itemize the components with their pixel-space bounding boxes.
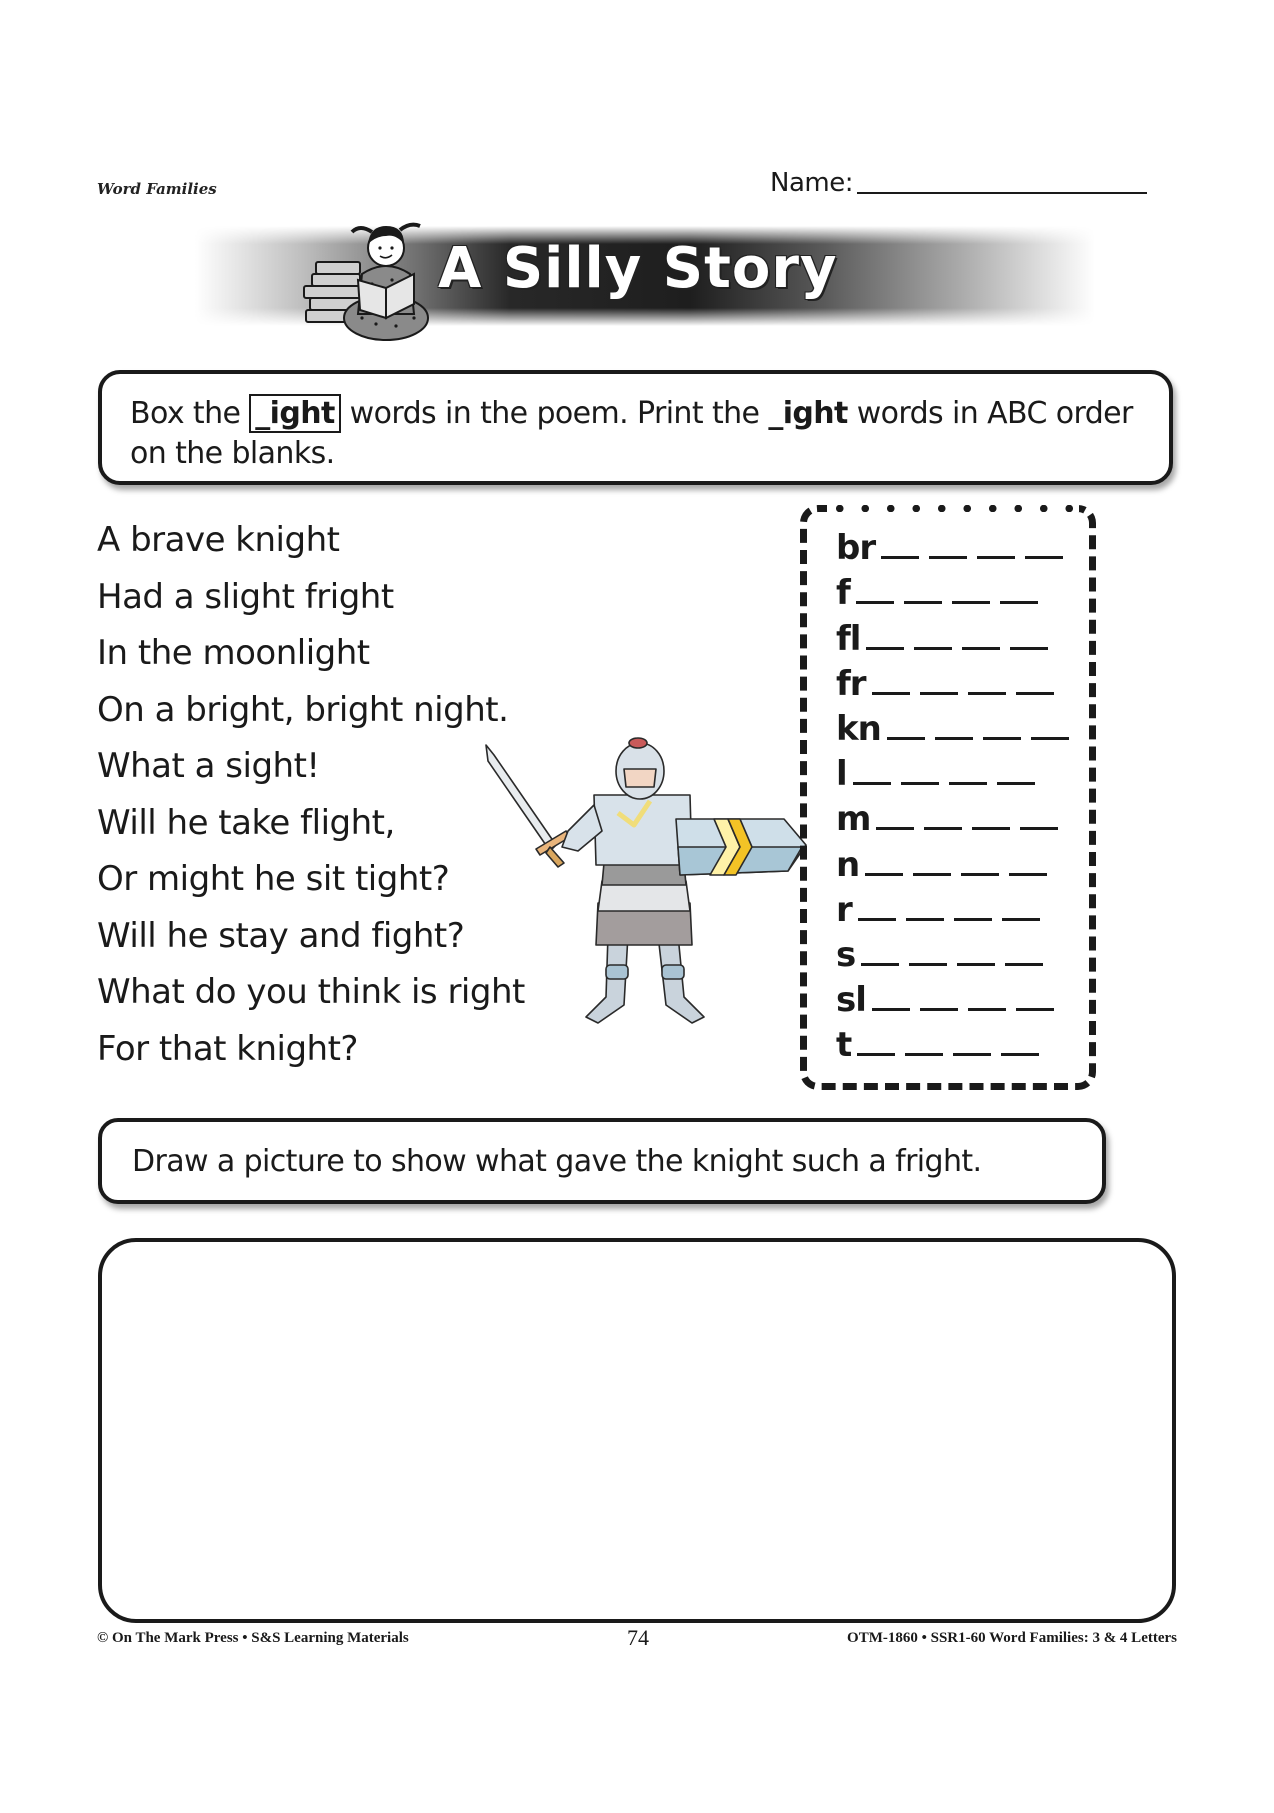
letter-blank[interactable] xyxy=(968,692,1006,695)
letter-blank[interactable] xyxy=(1020,827,1058,830)
draw-instructions-box xyxy=(98,1118,1106,1204)
answer-row[interactable] xyxy=(836,656,1079,704)
letter-blank[interactable] xyxy=(1009,873,1047,876)
letter-blank[interactable] xyxy=(1016,692,1054,695)
letter-blank[interactable] xyxy=(983,737,1021,740)
letter-blank[interactable] xyxy=(1031,737,1069,740)
letter-blank[interactable] xyxy=(866,647,904,650)
instructions-text-3: words in ABC order on the blanks. xyxy=(130,396,1133,471)
letter-blank[interactable] xyxy=(876,827,914,830)
letter-blank[interactable] xyxy=(1010,647,1048,650)
letter-blank[interactable] xyxy=(872,692,910,695)
poem-line: Will he take flight, xyxy=(97,802,395,843)
letter-blank[interactable] xyxy=(872,1008,910,1011)
letter-blank[interactable] xyxy=(1016,1008,1054,1011)
letter-blank[interactable] xyxy=(968,1008,1006,1011)
page-title: A Silly Story xyxy=(438,236,838,301)
word-prefix: n xyxy=(836,844,860,885)
letter-blank[interactable] xyxy=(961,873,999,876)
poem-line: What a sight! xyxy=(97,746,320,786)
letter-blank[interactable] xyxy=(1025,556,1063,559)
letter-blank[interactable] xyxy=(954,918,992,921)
letter-blank[interactable] xyxy=(909,963,947,966)
dotted-border xyxy=(827,505,1079,512)
letter-blank[interactable] xyxy=(1001,1053,1039,1056)
answer-word-list xyxy=(836,520,1079,1066)
poem xyxy=(97,512,525,1077)
page-footer xyxy=(97,1627,1177,1651)
word-prefix: s xyxy=(836,934,856,975)
series-label: Word Families xyxy=(97,180,217,198)
letter-blank[interactable] xyxy=(906,918,944,921)
name-blank-line[interactable] xyxy=(857,192,1147,194)
word-prefix: br xyxy=(836,528,876,569)
letter-blank[interactable] xyxy=(929,556,967,559)
answer-row[interactable] xyxy=(836,1017,1079,1066)
letter-blank[interactable] xyxy=(920,1008,958,1011)
word-prefix: fl xyxy=(836,618,861,659)
word-prefix: m xyxy=(836,799,871,840)
letter-blank[interactable] xyxy=(914,647,952,650)
knight-icon xyxy=(478,735,808,1035)
answer-row[interactable] xyxy=(836,791,1079,840)
letter-blank[interactable] xyxy=(901,782,939,785)
instructions-text-1: Box the xyxy=(130,396,241,431)
letter-blank[interactable] xyxy=(952,601,990,604)
girl-reading-icon xyxy=(296,214,444,344)
letter-blank[interactable] xyxy=(1005,963,1043,966)
letter-blank[interactable] xyxy=(857,1053,895,1056)
answer-row[interactable] xyxy=(836,610,1079,659)
letter-blank[interactable] xyxy=(972,827,1010,830)
answer-row[interactable] xyxy=(836,836,1079,885)
letter-blank[interactable] xyxy=(905,1053,943,1056)
name-field[interactable] xyxy=(770,168,1147,198)
letter-blank[interactable] xyxy=(858,918,896,921)
instructions-text-2: words in the poem. Print the xyxy=(340,396,769,431)
letter-blank[interactable] xyxy=(1000,601,1038,604)
answer-row[interactable] xyxy=(836,972,1079,1021)
letter-blank[interactable] xyxy=(904,601,942,604)
word-prefix: l xyxy=(836,754,847,795)
letter-blank[interactable] xyxy=(881,556,919,559)
name-label: Name: xyxy=(770,168,853,198)
letter-blank[interactable] xyxy=(997,782,1035,785)
boxed-word-ight: _ight xyxy=(249,394,340,433)
word-prefix: r xyxy=(836,889,852,930)
letter-blank[interactable] xyxy=(853,782,891,785)
letter-blank[interactable] xyxy=(957,963,995,966)
letter-blank[interactable] xyxy=(856,601,894,604)
letter-blank[interactable] xyxy=(1002,918,1040,921)
answer-row[interactable] xyxy=(836,701,1079,749)
letter-blank[interactable] xyxy=(861,963,899,966)
poem-line: What do you think is right xyxy=(97,972,525,1012)
letter-blank[interactable] xyxy=(949,782,987,785)
word-prefix: t xyxy=(836,1025,852,1066)
footer-book-title: OTM-1860 • SSR1-60 Word Families: 3 & 4 Letters xyxy=(847,1630,1177,1646)
poem-line: Had a slight fright xyxy=(97,576,394,617)
poem-line: For that knight? xyxy=(97,1028,358,1069)
draw-instructions-text: Draw a picture to show what gave the knight such a fright. xyxy=(132,1144,982,1179)
poem-line: Or might he sit tight? xyxy=(97,859,450,899)
answer-row[interactable] xyxy=(836,927,1079,975)
poem-line: On a bright, bright night. xyxy=(97,689,509,730)
letter-blank[interactable] xyxy=(953,1053,991,1056)
answer-row[interactable] xyxy=(836,520,1079,569)
letter-blank[interactable] xyxy=(962,647,1000,650)
letter-blank[interactable] xyxy=(887,737,925,740)
poem-line: A brave knight xyxy=(97,520,340,560)
drawing-area[interactable] xyxy=(98,1238,1176,1623)
letter-blank[interactable] xyxy=(920,692,958,695)
letter-blank[interactable] xyxy=(924,827,962,830)
letter-blank[interactable] xyxy=(935,737,973,740)
letter-blank[interactable] xyxy=(913,873,951,876)
word-prefix: sl xyxy=(836,980,866,1021)
word-prefix: kn xyxy=(836,708,881,749)
bold-word-ight: _ight xyxy=(768,396,848,431)
answer-row[interactable] xyxy=(836,882,1079,930)
letter-blank[interactable] xyxy=(977,556,1015,559)
poem-line: Will he stay and fight? xyxy=(97,915,465,956)
page-number: 74 xyxy=(627,1625,649,1650)
instructions-box xyxy=(98,370,1173,485)
answer-row[interactable] xyxy=(836,565,1079,614)
poem-line: In the moonlight xyxy=(97,633,370,673)
word-prefix: fr xyxy=(836,663,866,704)
answer-row[interactable] xyxy=(836,746,1079,795)
word-prefix: f xyxy=(836,573,850,614)
letter-blank[interactable] xyxy=(865,873,903,876)
footer-copyright: © On The Mark Press • S&S Learning Materials xyxy=(97,1630,409,1646)
